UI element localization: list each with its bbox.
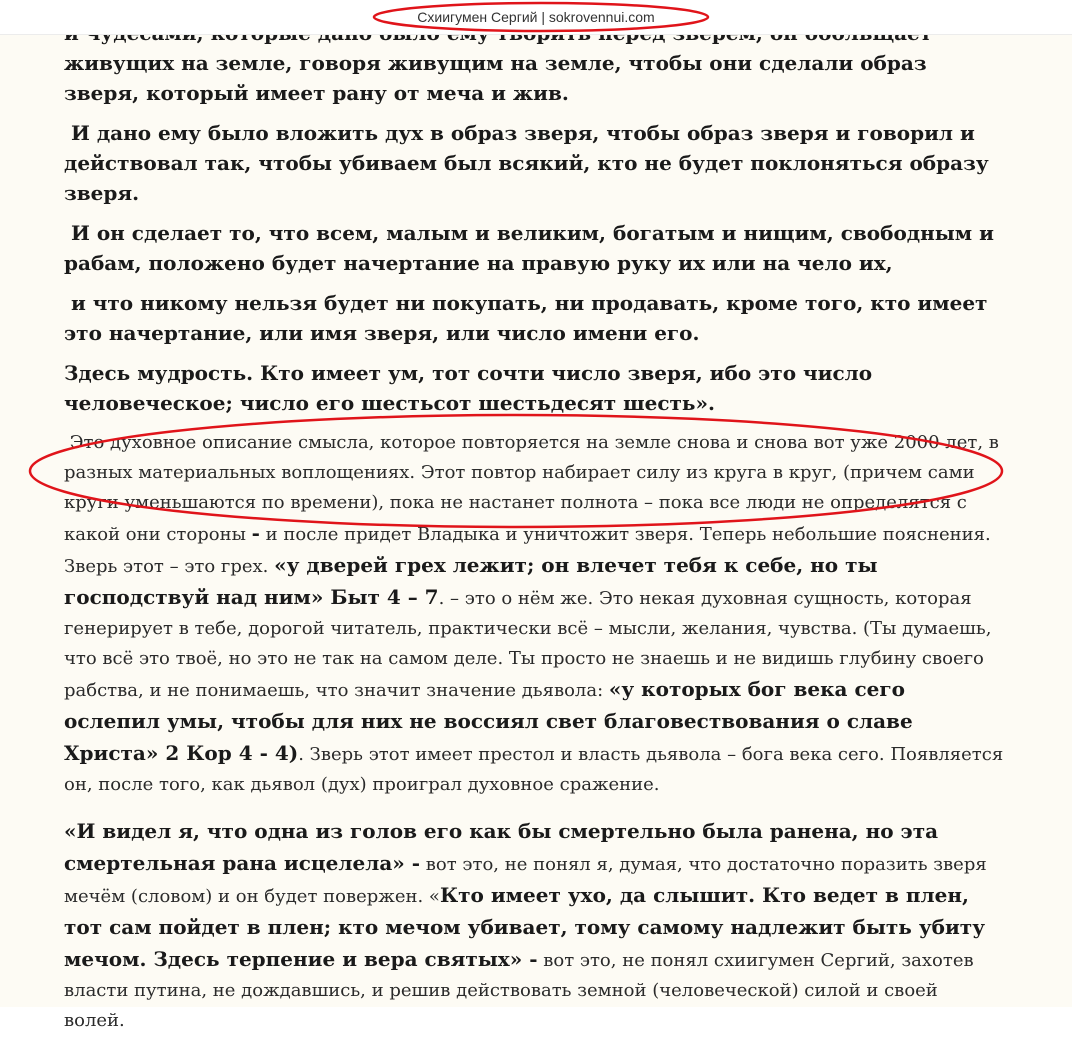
article-paragraph-1: живущих на земле, говоря живущим на земле, чтобы они сделали образ зверя, который имеет рану от меча и жив. [64,51,927,105]
paragraph-7-text-1: вот это, не понял я, думая, что достаточно поразить зверя мечём (словом) и он будет повержен. « [64,854,987,907]
article-paragraph-4: и что никому нельзя будет ни покупать, ни продавать, кроме того, кто имеет это начертание, или имя зверя, или число имени его. [64,291,988,345]
paragraph-6-quote-genesis: «у дверей грех лежит; он влечет тебя к себе, но ты господствуй над ним» Быт 4 – 7 [64,553,878,609]
paragraph-7-text-2: вот это, не понял схиигумен Сергий, захотев власти путина, не дождавшись, и решив действовать земной (человеческой) силой и своей волей. [64,950,974,1031]
paragraph-6-text-4: . Зверь этот имеет престол и власть дьявола – бога века сего. Появляется он, после того, как дьявол (дух) проиграл духовное сражение. [64,744,1004,795]
article-paragraph-5: Здесь мудрость. Кто имеет ум, тот сочти число зверя, ибо это число человеческое; число его шестьсот шестьдесят шесть». [64,361,873,415]
paragraph-6-text-1: Это духовное описание смысла, которое повторяется на земле снова и снова вот уже 2000 лет, в разных материальных воплощениях. Этот повтор набирает силу из круга в круг, (причем сами круги уменьшаются по времени), пока не настанет полнота – пока все люди не определятся с какой они стороны [64,432,999,545]
paragraph-6-text-3: . – это о нём же. Это некая духовная сущность, которая генерирует в тебе, дорогой читатель, практически всё – мысли, желания, чувства. (Ты думаешь, что всё это твоё, но это не так на самом деле. Ты просто не знаешь и не видишь глубину своего рабства, и не понимаешь, что значит значение дьявола: [64,588,992,701]
article-paragraph-6 [64,428,1004,800]
paragraph-7-quote-captivity: Кто имеет ухо, да слышит. Кто ведет в плен, тот сам пойдет в плен; кто мечом убивает, тому самому надлежит быть убиту мечом. Здесь терпение и вера святых» - [64,883,986,971]
page-tab-title: Схиигумен Сергий | sokrovennui.com [417,9,655,25]
paragraph-6-quote-corinthians: «у которых бог века сего ослепил умы, чтобы для них не воссиял свет благовествования о славе Христа» 2 Кор 4 - 4) [64,677,913,765]
article-body [64,18,1004,1052]
paragraph-7-quote-wound: «И видел я, что одна из голов его как бы смертельно была ранена, но эта смертельная рана исцелела» - [64,819,939,875]
article-paragraph-7 [64,816,1004,1036]
paragraph-6-text-2: и после придет Владыка и уничтожит зверя. Теперь небольшие пояснения. Зверь этот – это грех. [64,524,991,577]
article-paragraph-3: И он сделает то, что всем, малым и великим, богатым и нищим, свободным и рабам, положено будет начертание на правую руку их или на чело их, [64,221,994,275]
paragraph-6-bold-1: - [251,521,260,545]
article-paragraph-2: И дано ему было вложить дух в образ зверя, чтобы образ зверя и говорил и действовал так, чтобы убиваем был всякий, кто не будет поклоняться образу зверя. [64,121,989,205]
title-bar [0,0,1072,35]
